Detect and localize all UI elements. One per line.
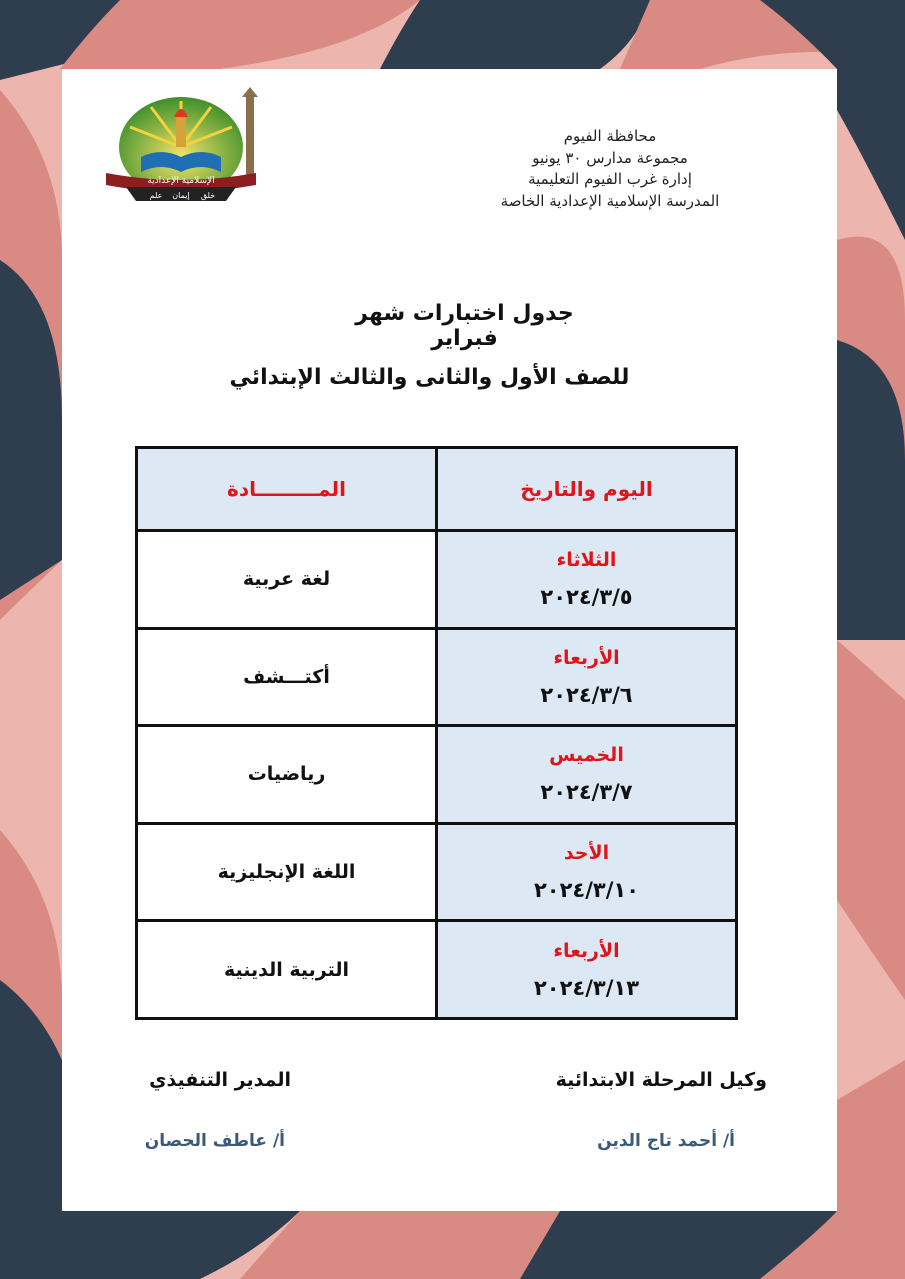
document-sheet [62,69,837,1211]
schedule-subtitle: للصف الأول والثانى والثالث الإبتدائي [229,365,630,390]
subject-cell: رياضيات [137,726,437,824]
subject-cell: أكتـــشف [137,628,437,726]
subject-cell: اللغة الإنجليزية [137,823,437,921]
vice-principal-name: أ/ أحمد تاج الدين [597,1131,735,1151]
executive-director-title: المدير التنفيذي [149,1069,291,1091]
logo-word-1: إيمان [172,191,190,200]
school-logo [96,87,266,207]
logo-text: الإسلامية الإعدادية [147,176,215,186]
day-name: الأربعاء [553,646,620,669]
date-cell [437,921,737,1019]
header-subject: المـــــــــادة [137,448,437,531]
date-cell [437,531,737,629]
executive-director-name: أ/ عاطف الحصان [144,1131,285,1151]
exam-date: ٢٠٢٤/٣/١٠ [533,878,640,903]
vice-principal-title: وكيل المرحلة الابتدائية [555,1069,767,1091]
subject-cell: التربية الدينية [137,921,437,1019]
header-date: اليوم والتاريخ [437,448,737,531]
exam-schedule-table [135,446,738,1020]
day-name: الأربعاء [553,939,620,962]
date-cell [437,823,737,921]
table-row [137,921,737,1019]
date-cell [437,726,737,824]
subject-cell: لغة عربية [137,531,437,629]
table-row [137,726,737,824]
logo-word-3: علم [149,191,163,200]
exam-date: ٢٠٢٤/٣/١٣ [533,975,640,1000]
governorate-line: محافظة الفيوم [563,127,657,145]
school-name-line: المدرسة الإسلامية الإعدادية الخاصة [500,191,720,210]
schedule-title: جدول اختبارات شهر فبراير [355,301,574,351]
table-row [137,531,737,629]
school-group-line: مجموعة مدارس ٣٠ يونيو [532,148,688,167]
exam-date: ٢٠٢٤/٣/٧ [540,780,633,805]
exam-date: ٢٠٢٤/٣/٥ [540,585,633,610]
table-row [137,823,737,921]
table-header-row [137,448,737,531]
education-admin-line: إدارة غرب الفيوم التعليمية [528,170,692,188]
date-cell [437,628,737,726]
day-name: الثلاثاء [556,549,617,572]
day-name: الأحد [563,842,610,865]
logo-word-2: خلق [200,191,216,200]
day-name: الخميس [549,744,624,767]
table-row [137,628,737,726]
school-header [430,126,790,212]
exam-date: ٢٠٢٤/٣/٦ [540,682,633,707]
